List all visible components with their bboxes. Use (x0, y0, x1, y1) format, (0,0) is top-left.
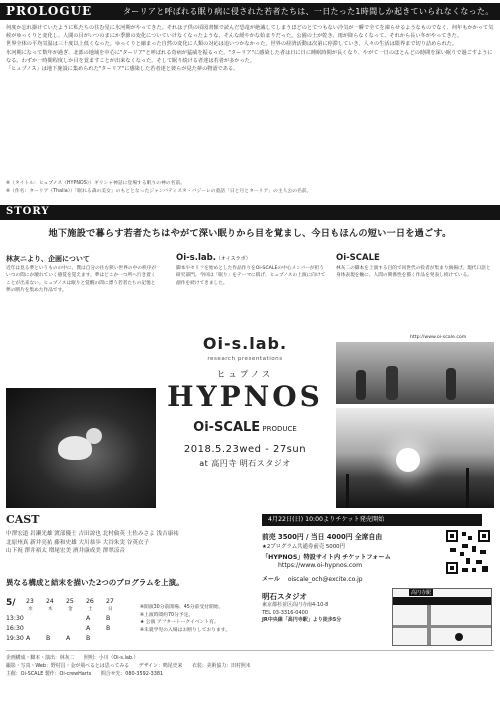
cast-line: 中澤宏道 岩瀬光雄 渡部優士 吉田諒也 北村倫英 土佐みさよ 浅吉康祐 (6, 531, 179, 537)
column-1-text: 近年は見る夢というものの中に、僕は自分の住む狭い世界の中の秩序がいつの間にか壊れていく感覚を覚えます。夢はどこか一つ所へ行き着くことが出来ない。ヒュプノスは眠りと覚醒の間に漂う若者たちの記憶と夢の断片を集めた作品です。 (6, 266, 156, 293)
map-station-label: 高円寺駅 (411, 590, 432, 596)
ticket-mail (262, 574, 363, 583)
logo-presents: research presentations (207, 356, 283, 362)
story-header (0, 205, 500, 220)
prologue-catch: ターリアと呼ばれる眠り病に侵された若者たちは、一日たった1時間しか起きていられなくなった。 (123, 7, 494, 16)
prologue-title: PROLOGUE (6, 4, 93, 18)
venue-access: JR中央線「高円寺駅」より徒歩5分 (262, 617, 342, 623)
schedule-cell: A (66, 635, 71, 642)
schedule-time: 16:30 (6, 625, 24, 632)
logo-produce-name: Oi-SCALE (193, 420, 261, 435)
ticket-sale-banner: 4月22日(日) 10:00よりチケット発売開始 (262, 514, 482, 526)
credit-item: 撮影・写真・Web：野村昌・金が飛べるとは思ってみる (6, 663, 130, 669)
schedule-row (6, 635, 136, 645)
column-3-title: Oi-SCALE (336, 253, 380, 263)
credit-line (6, 654, 494, 662)
schedule-note: ※上演時間約70分予定。 (140, 612, 194, 618)
cat-head (86, 428, 102, 444)
schedule-cell: B (106, 615, 111, 622)
venue-map (392, 588, 492, 646)
credit-item: デザイン：鳴尾史来 (138, 663, 183, 669)
people-photo (336, 342, 494, 404)
venue-address: 東京都杉並区高円寺南4-10-8 (262, 602, 329, 608)
prologue-header (0, 3, 500, 20)
ticket-site-label: 「HYPNOS」特設サイト内 チケットフォーム (262, 554, 391, 561)
schedule-time: 13:30 (6, 615, 24, 622)
logo-venue: at 高円寺 明石スタジオ (199, 459, 291, 468)
cast-line: 北原州真 新井亮祐 藤和史雄 大川恭歩 大谷朱実 谷英衣子 (6, 539, 150, 546)
logo-kana: ヒュプノス (216, 370, 274, 380)
ticket-mail-label: メール (262, 576, 280, 583)
logo-date: 2018.5.23wed - 27sun (183, 444, 307, 455)
credit-item: 主催：Oi-SCALE 製作：Oi-crewHarts (6, 671, 92, 677)
schedule-note: ※未就学児の入場はお断りしております。 (140, 627, 230, 633)
schedule-month: 5/ (6, 598, 16, 608)
column-1-title: 林灰ニより、企画について (6, 255, 90, 263)
cast-list (6, 530, 256, 556)
credit-item: 照明：小川（Oi-s.lab.） (84, 655, 139, 661)
schedule-weekday: 日 (108, 607, 113, 612)
schedule-cell: B (106, 625, 111, 632)
credit-item: 問合せ先：080-3592-3381 (100, 671, 164, 677)
prologue-paragraph: 「ヒュプノス」は地下施設に集められた"ターリア"に感染した若者達と彼らが見た夢の物語である。 (6, 66, 239, 73)
schedule-time: 19:30 (6, 635, 24, 642)
schedule-note: ※開演30分前開場、45分前受付開始。 (140, 605, 224, 610)
schedule-day: 25 (66, 598, 74, 605)
column-2-title (176, 253, 251, 263)
prologue-paragraph: 世界全体の平均気温は三十度以上低くなった。ゆっくりと縮まった自然の変化に人類の対応は追いつかなかった。世界の経済活動は次第に停滞していき、人々の生活は限界まで切り詰められた。 (6, 41, 458, 48)
cast-tagline: 異なる構成と結末を描いた2つのプログラムを上演。 (6, 578, 184, 587)
credit-item: 企画構成・脚本・演出：林灰二 (6, 655, 75, 661)
prologue-note: ※（タイトル：ヒュプノス（HYPNOS））ギリシャ神話に登場する眠りの神の名前。 (6, 181, 185, 186)
cat-photo (6, 388, 156, 508)
schedule-note: ★ 公演 アフタートークイベント有。 (140, 620, 219, 625)
venue-details (262, 602, 392, 625)
schedule-weekday: 木 (48, 607, 53, 612)
credit-line (6, 662, 494, 670)
column-2-text: 脚本やセリフを始めとした作品作りをOi-SCALEの中心メンバーが担う研究部門。今回は「眠り」をテーマに掲げ、ヒュプノスの上演に向けて創作を続けてきました。 (176, 266, 326, 286)
logo-brand: Oi-s.lab. (202, 334, 288, 353)
ticket-mail-address[interactable]: oiscale_och@excite.co.jp (287, 576, 363, 583)
credits-block (6, 654, 494, 678)
map-venue-marker-icon (455, 633, 463, 641)
column-3-text: 林灰二の脚本を上演する目的で同世代の役者が集まり旗揚げ。現代口語と身体表現を軸に、人間の関係性を描く作品を発表し続けている。 (336, 266, 491, 279)
sun-shape (396, 448, 420, 472)
cast-title: CAST (6, 513, 40, 526)
schedule-cell: A (86, 615, 91, 622)
schedule-cell: B (46, 635, 51, 642)
column-2-name: Oi-s.lab. (176, 253, 216, 263)
schedule-weekday: 土 (88, 607, 93, 612)
story-headline: 地下施設で暮らす若者たちはやがて深い眠りから目を覚まし、今日もほんの短い一日を過ごす。 (48, 228, 452, 239)
prologue-paragraph: 氷河期になって数年が過ぎ、北部の地域を中心に"ターリア"と呼ばれる奇病が猛威を振るった。"ターリア"に感染した者は日に日に睡眠時間が長くなり、やがて一日のほとんどの時間を深い眠りで過ごすようになる。わずか一時間程度しか目を覚ますことが出来なくなった。そして眠り続ける者達は若者が多かった。 (6, 49, 493, 64)
schedule-day: 27 (106, 598, 114, 605)
schedule-cell: B (86, 635, 91, 642)
schedule-day: 26 (86, 598, 94, 605)
schedule-cell: A (86, 625, 91, 632)
sunset-photo (336, 408, 494, 508)
prologue-body (6, 24, 494, 174)
credit-item: 衣装：美術協力：田村照未 (191, 663, 251, 669)
schedule-day: 24 (46, 598, 54, 605)
ticket-combo: ★2プログラム共通券前売 5000円 (262, 544, 345, 550)
logo-title: HYPNOS (167, 380, 323, 413)
schedule-notes (140, 604, 260, 634)
schedule-row (6, 615, 136, 625)
schedule-row (6, 625, 136, 635)
credit-line (6, 670, 494, 678)
prologue-paragraph: 何度か忘れ掛けていたように私たちの住む星に氷河期がやってきた。それは子供の頃図書館で読んだ恐竜が絶滅してしまうほどのとてつもない冷気が一瞬で全てを凍らせるようなものでなく、何年もかかって気候がゆっくりと変化し、人間の目がいつのまにか季節の変化についていけなくなったような、そんな緩やかな始まりだった。公園の土が乾き、雨が降らなくなって、それから長い冬がやってきた。 (6, 25, 494, 40)
venue-name: 明石スタジオ (262, 592, 307, 601)
column-2-subtitle: （オイスラボ） (215, 256, 251, 262)
prologue-note: ※（作名：ターリア（Thalia））「眠れる森の美女」のもととなったジャンバティスタ・バジーレの童話「日と月とターリア」の主人公の名前。 (6, 189, 312, 194)
cast-line: 山下祝 澤井裕太 増尾宏美 酒井康成美 澤翠涼音 (6, 548, 125, 554)
logo-produce-suffix: PRODUCE (260, 425, 297, 433)
schedule-weekday: 金 (68, 607, 73, 612)
schedule-day: 23 (26, 598, 34, 605)
schedule-cell: A (26, 635, 31, 642)
ticket-prices: 前売 3500円 / 当日 4000円 全席自由 (262, 533, 383, 541)
logo-produce (160, 420, 330, 435)
ticket-site-url[interactable]: https://www.oi-hypnos.com (278, 562, 363, 569)
schedule-weekday: 水 (28, 607, 33, 612)
column-3-link[interactable]: http://www.oi-scale.com (410, 335, 467, 340)
story-title: STORY (6, 206, 50, 217)
schedule-weekdays (26, 606, 126, 614)
venue-tel: TEL 03-3316-0400 (262, 609, 309, 616)
qr-code-icon (446, 530, 490, 574)
